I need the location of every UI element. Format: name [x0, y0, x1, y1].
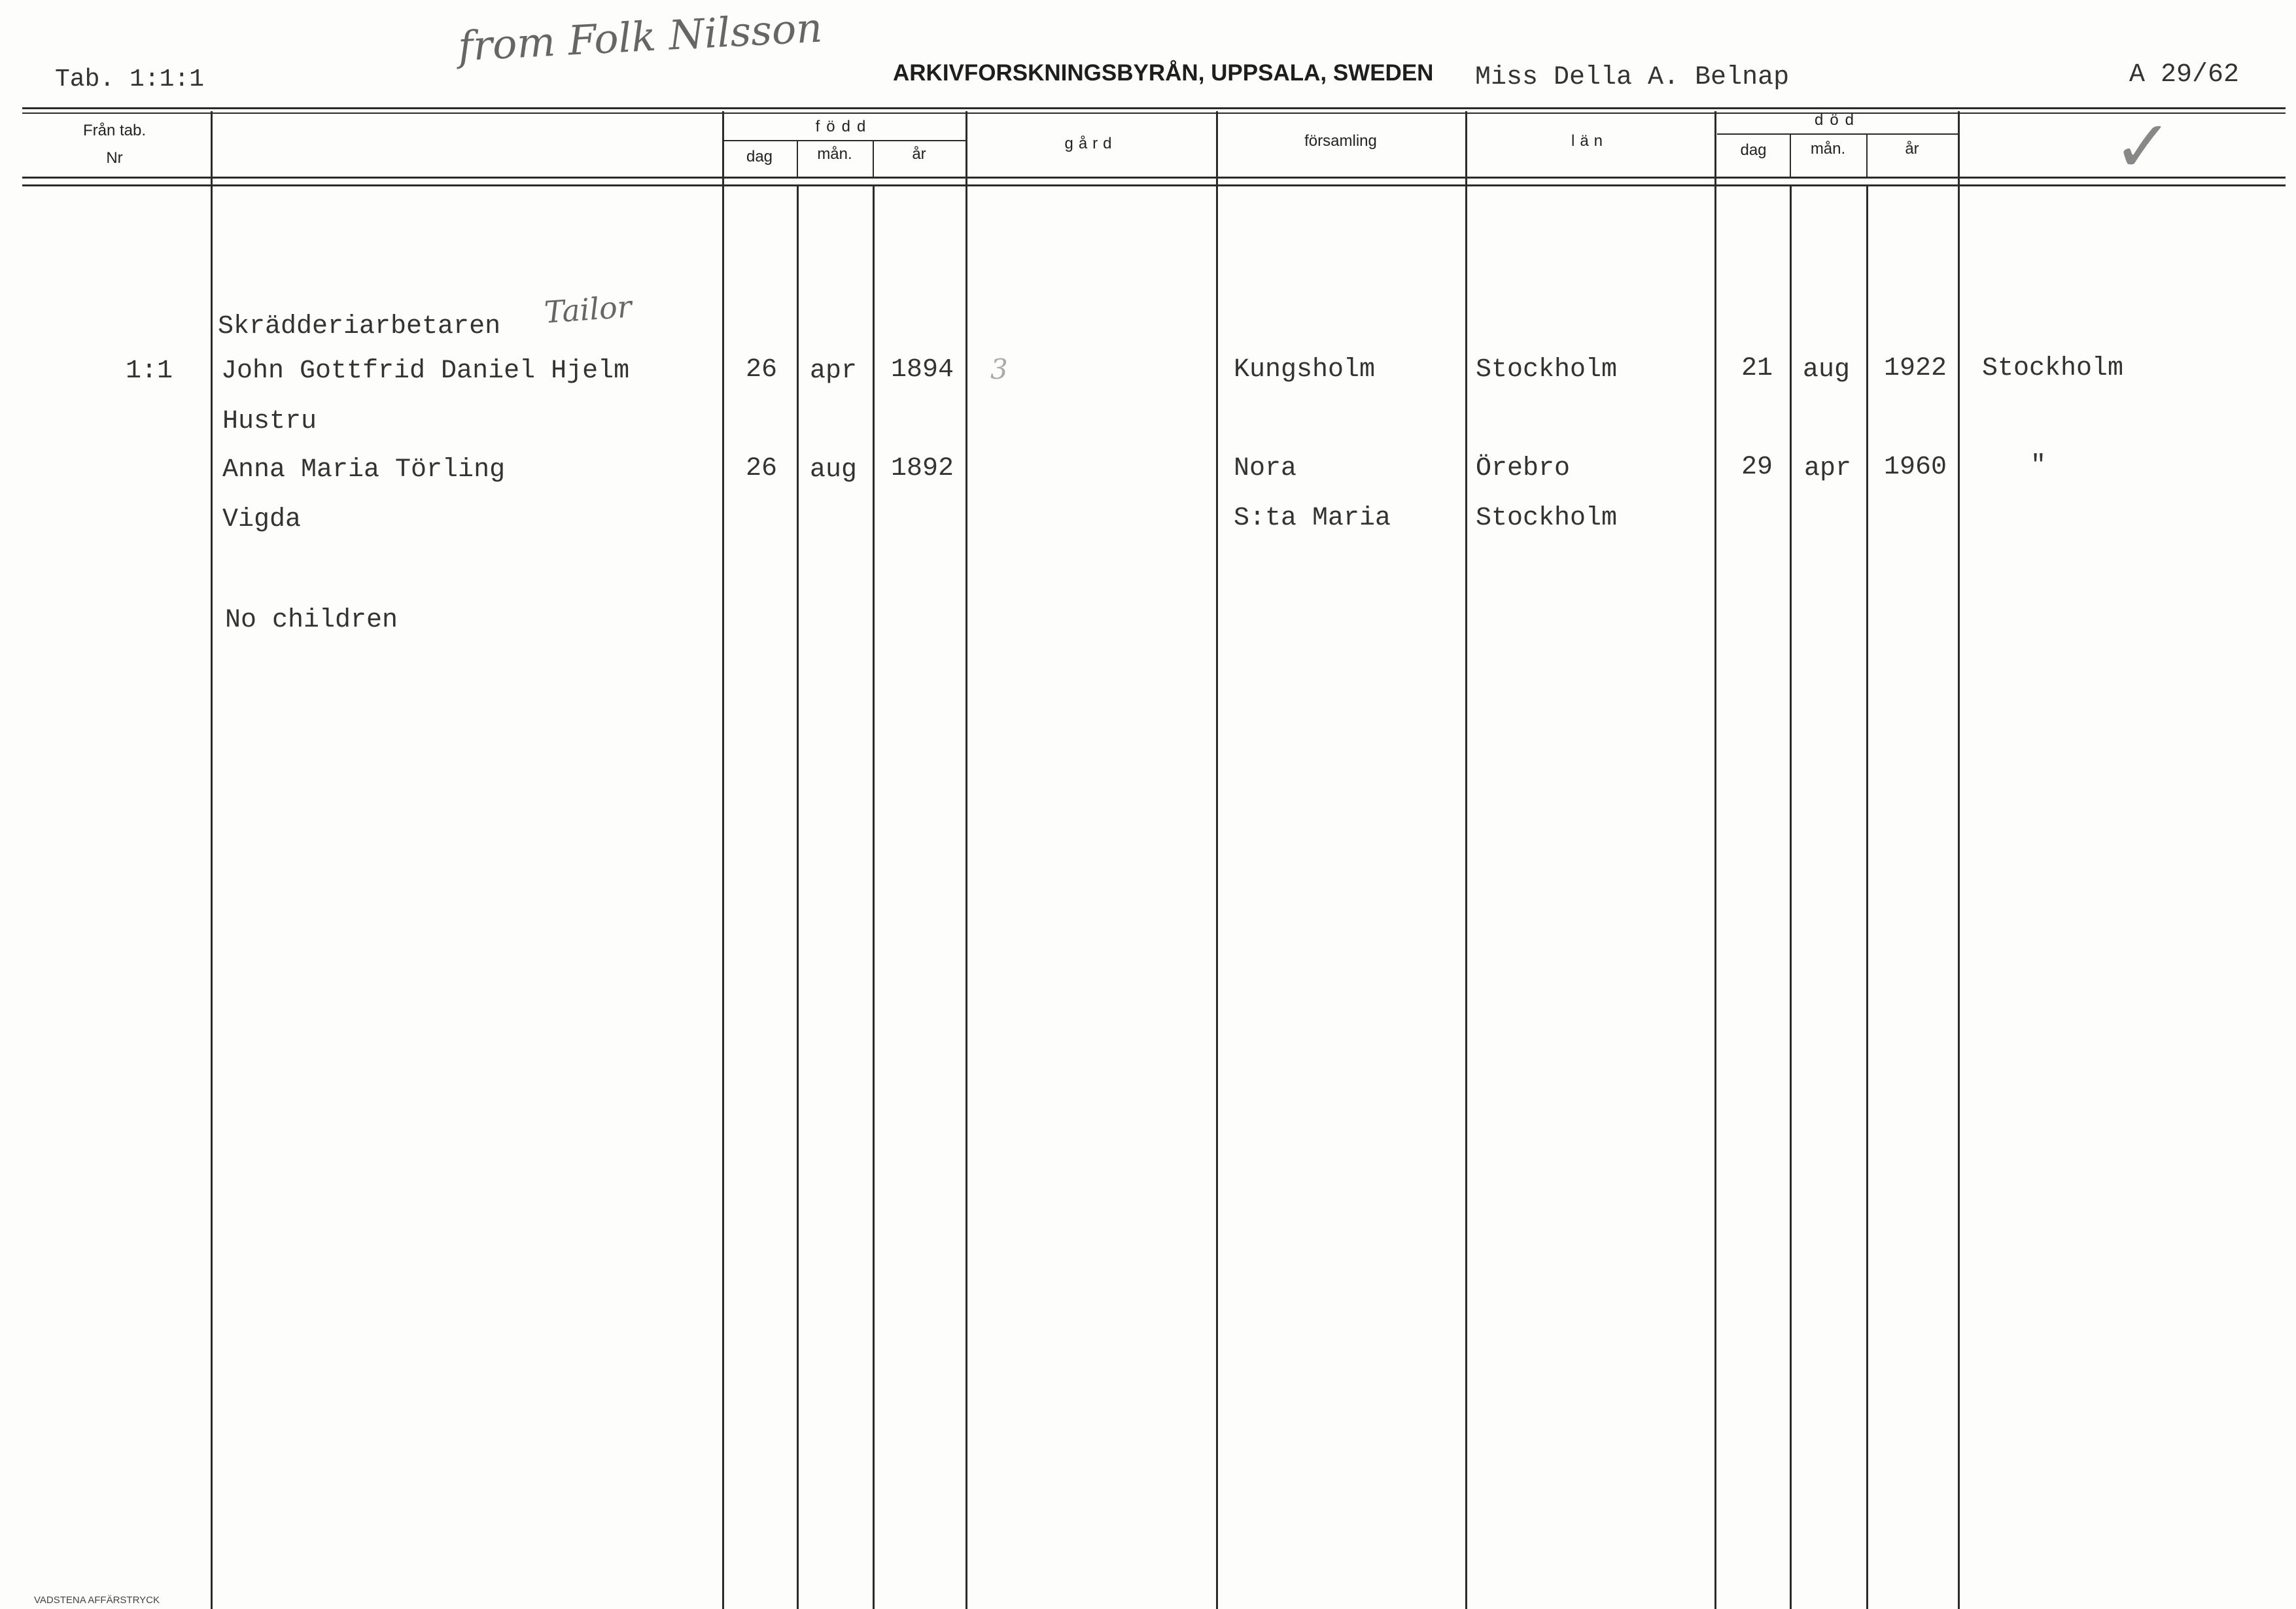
- header-bottom-rule-2: [22, 184, 2286, 186]
- printer-imprint: VADSTENA AFFÄRSTRYCK: [34, 1595, 160, 1606]
- col-sep-dod-dag: [1790, 186, 1792, 1609]
- married-parish: S:ta Maria: [1234, 504, 1391, 533]
- col-fodd-ar: år: [912, 145, 926, 163]
- client-name: Miss Della A. Belnap: [1475, 63, 1790, 92]
- occupation-handwritten-note: Tailor: [543, 288, 633, 330]
- col-forsamling: församling: [1304, 132, 1377, 150]
- col-lan: län: [1571, 132, 1609, 150]
- husband-gard-note: 3: [990, 353, 1008, 385]
- col-nr: Nr: [106, 149, 123, 167]
- married-label: Vigda: [222, 505, 302, 534]
- col-fran-tab: Från tab.: [82, 122, 147, 139]
- husband-birth-year: 1894: [891, 355, 954, 385]
- col-sep-dod-man: [1866, 186, 1868, 1609]
- husband-nr: 1:1: [126, 356, 173, 386]
- husband-birth-month: apr: [810, 356, 858, 386]
- husband-parish: Kungsholm: [1234, 355, 1376, 385]
- col-sep-ar: [965, 111, 967, 1609]
- married-county: Stockholm: [1476, 504, 1618, 533]
- wife-name: Anna Maria Törling: [222, 455, 506, 485]
- header-bottom-rule: [22, 177, 2286, 179]
- wife-birth-year: 1892: [891, 454, 954, 483]
- col-gard: gård: [1064, 135, 1117, 152]
- dod-group-rule: [1717, 133, 1958, 135]
- husband-death-day: 21: [1741, 354, 1773, 383]
- col-sep-name: [722, 111, 724, 1609]
- husband-death-year: 1922: [1884, 354, 1947, 383]
- col-sep-forsamling: [1465, 111, 1467, 1609]
- wife-death-day: 29: [1741, 453, 1773, 482]
- col-sep-dag: [797, 186, 799, 1609]
- children-note: No children: [225, 606, 398, 635]
- col-fodd-man: mån.: [817, 145, 852, 163]
- husband-county: Stockholm: [1476, 355, 1618, 385]
- wife-parish: Nora: [1234, 454, 1297, 483]
- handwritten-source-note: from Folk Nilsson: [457, 3, 824, 71]
- wife-label: Hustru: [222, 407, 317, 436]
- col-sep-gard: [1216, 111, 1218, 1609]
- col-dod-man: mån.: [1810, 140, 1846, 158]
- wife-county: Örebro: [1476, 454, 1571, 483]
- husband-birth-day: 26: [746, 355, 778, 385]
- occupation-text: Skrädderiarbetaren: [218, 312, 501, 341]
- husband-death-place: Stockholm: [1982, 354, 2124, 383]
- col-dod-ar: år: [1905, 140, 1919, 158]
- fodd-group-rule: [722, 140, 965, 141]
- col-fodd-dag: dag: [746, 148, 773, 165]
- col-sep-lan: [1714, 111, 1716, 1609]
- archive-code: A 29/62: [2129, 60, 2240, 90]
- col-dod-dag: dag: [1740, 141, 1767, 159]
- wife-death-year: 1960: [1884, 453, 1947, 482]
- tab-reference: Tab. 1:1:1: [55, 65, 205, 94]
- col-sep-nr: [211, 111, 213, 1609]
- organization-title: ARKIVFORSKNINGSBYRÅN, UPPSALA, SWEDEN: [893, 60, 1434, 86]
- wife-death-place-ditto: ": [2030, 451, 2047, 481]
- col-dod: död: [1814, 111, 1861, 129]
- col-fodd: född: [815, 118, 873, 135]
- wife-death-month: apr: [1804, 454, 1852, 483]
- wife-birth-day: 26: [746, 454, 778, 483]
- check-mark-icon: ✓: [2113, 105, 2174, 188]
- husband-name: John Gottfrid Daniel Hjelm: [221, 356, 630, 386]
- husband-death-month: aug: [1803, 355, 1851, 385]
- col-sep-man: [873, 186, 875, 1609]
- header-top-rule: [22, 107, 2286, 109]
- col-sep-dod-ar: [1958, 111, 1960, 1609]
- wife-birth-month: aug: [810, 455, 858, 485]
